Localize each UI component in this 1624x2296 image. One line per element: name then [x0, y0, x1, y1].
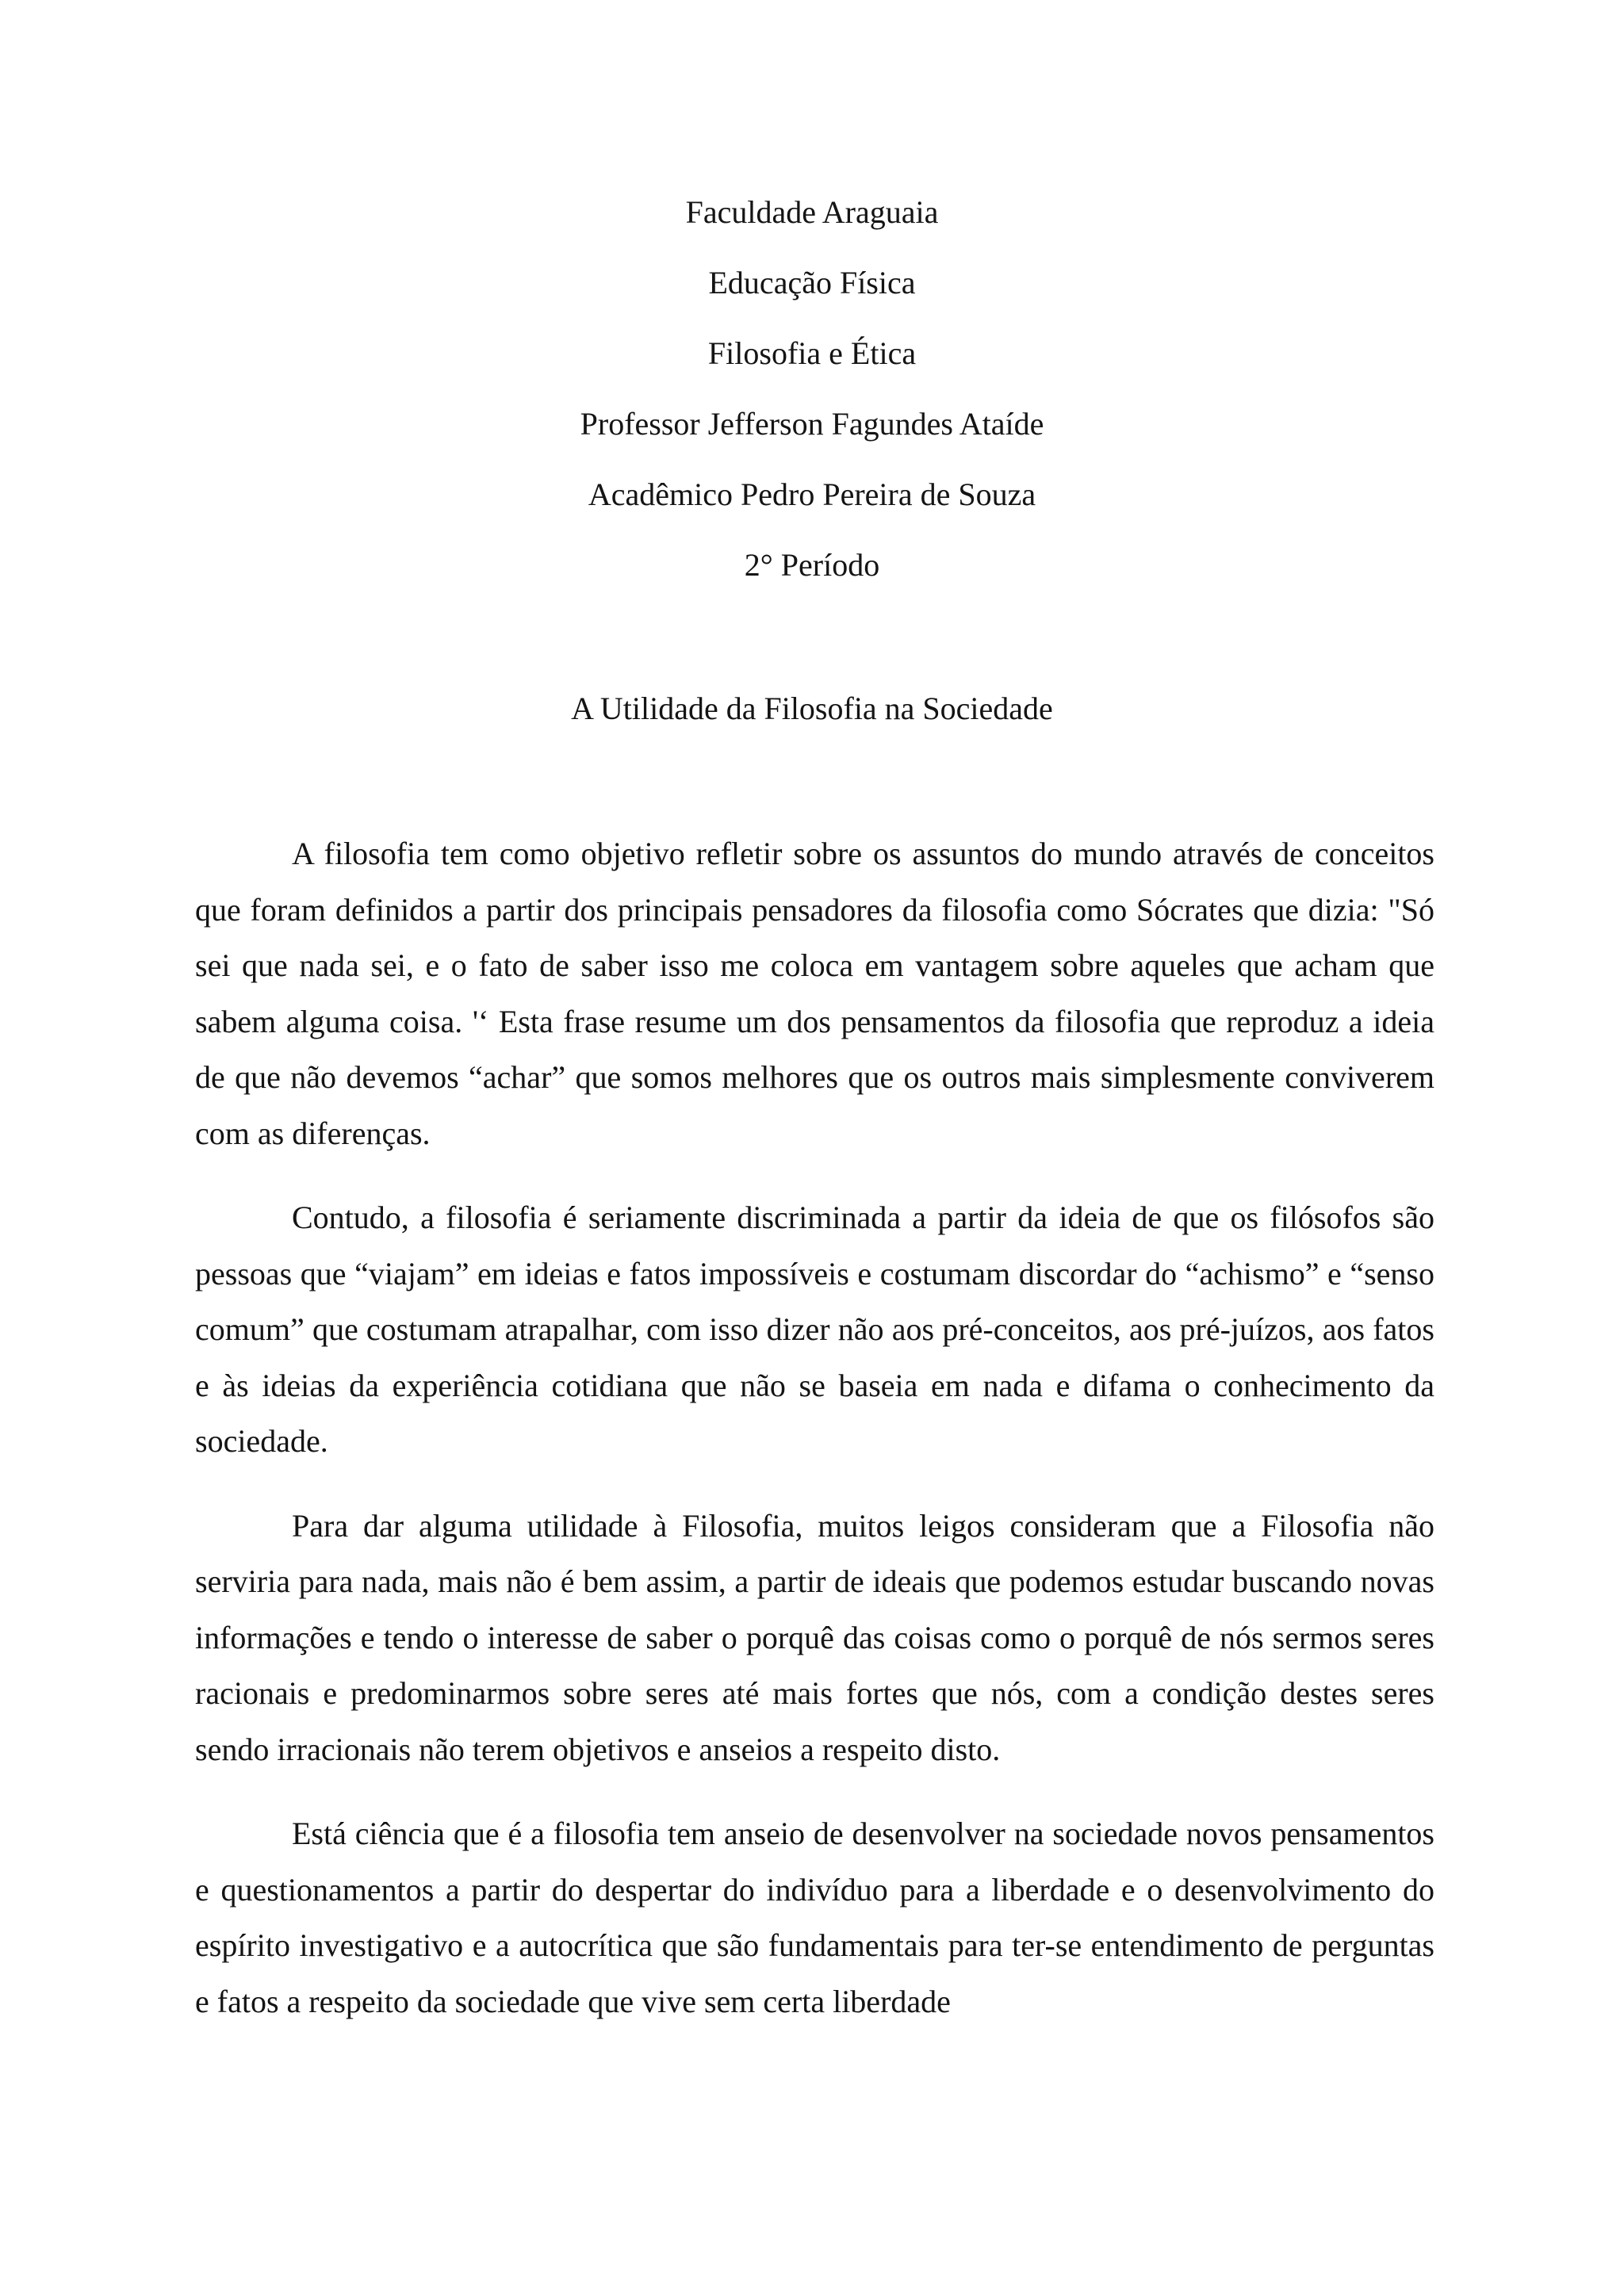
paragraph-2: Contudo, a filosofia é seriamente discriminada a partir da ideia de que os filósofos são pessoas que “viajam” em ideias e fatos impossíveis e costumam discordar do “achismo” e “senso comum” que costumam atrapalhar, com isso dizer não aos pré-conceitos, aos pré-juízos, aos fatos e às ideias da experiência cotidiana que não se baseia em nada e difama o conhecimento da sociedade. — [195, 1200, 1434, 1459]
student-name: Acadêmico Pedro Pereira de Souza — [588, 476, 1036, 512]
course-name: Educação Física — [708, 265, 916, 300]
paragraph-4: Está ciência que é a filosofia tem anseio de desenvolver na sociedade novos pensamentos e questionamentos a partir do despertar do indivíduo para a liberdade e o desenvolvimento do espírito investigativo e a autocrítica que são fundamentais para ter-se entendimento de perguntas e fatos a respeito da sociedade que vive sem certa liberdade — [195, 1816, 1434, 2019]
period-label: 2° Período — [744, 547, 880, 583]
paragraph-3: Para dar alguma utilidade à Filosofia, muitos leigos consideram que a Filosofia não serviria para nada, mais não é bem assim, a partir de ideais que podemos estudar buscando novas informações e tendo o interesse de saber o porquê das coisas como o porquê de nós sermos seres racionais e predominarmos sobre seres até mais fortes que nós, com a condição destes seres sendo irracionais não terem objetivos e anseios a respeito disto. — [195, 1507, 1434, 1767]
professor-name: Professor Jefferson Fagundes Ataíde — [580, 406, 1044, 442]
subject-name: Filosofia e Ética — [707, 335, 917, 371]
document-title: A Utilidade da Filosofia na Sociedade — [571, 691, 1053, 726]
document-body — [195, 826, 1434, 2030]
institution-name: Faculdade Araguaia — [685, 194, 939, 230]
paragraph-1: A filosofia tem como objetivo refletir sobre os assuntos do mundo através de conceitos que foram definidos a partir dos principais pensadores da filosofia como Sócrates que dizia: "Só sei que nada sei, e o fato de saber isso me coloca em vantagem sobre aqueles que acham que sabem alguma coisa. '‘ Esta frase resume um dos pensamentos da filosofia que reproduz a ideia de que não devemos “achar” que somos melhores que os outros mais simplesmente conviverem com as diferenças. — [195, 836, 1434, 1151]
cover-header — [0, 189, 1624, 612]
